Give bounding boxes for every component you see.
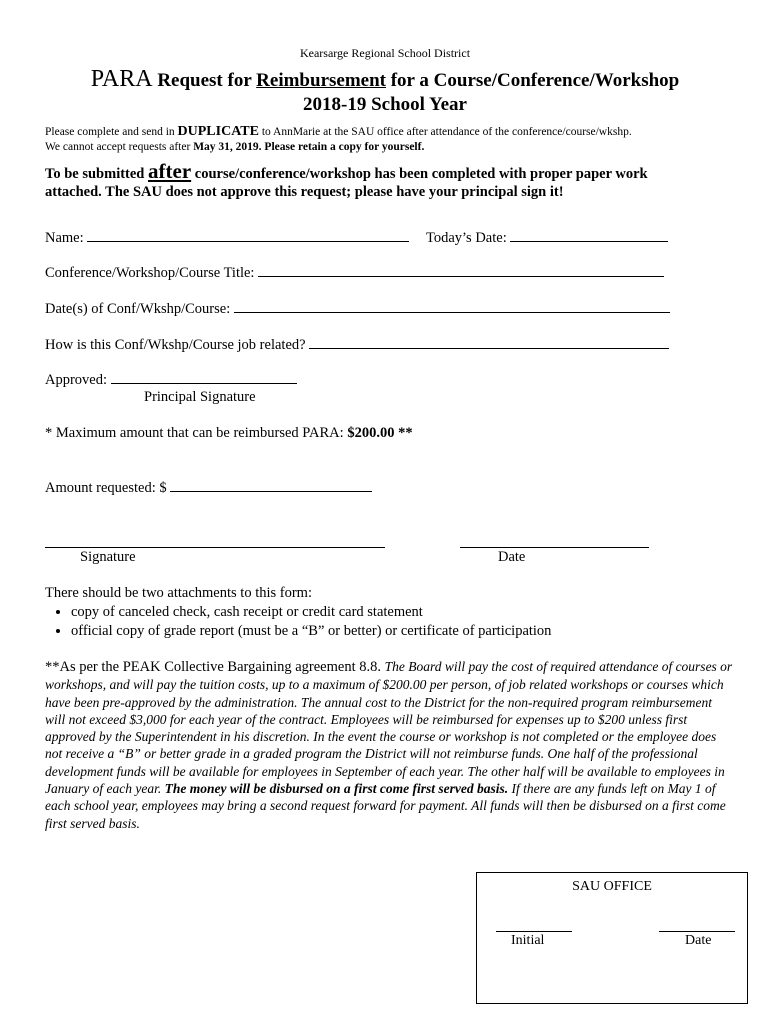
max-amount-note: [45, 425, 413, 442]
initial-line[interactable]: [496, 931, 572, 932]
submit-pre: To be submitted: [45, 166, 149, 182]
title-part2: for a Course/Conference/Workshop: [385, 70, 680, 91]
course-title-input-line[interactable]: [258, 264, 664, 277]
name-row: [45, 229, 409, 247]
todays-date-row: [426, 229, 668, 247]
sau-office-box: [476, 872, 748, 1004]
attachments-list: [45, 603, 735, 641]
title-para: PARA: [90, 66, 153, 92]
approved-label: Approved:: [45, 372, 108, 388]
title-underlined: Reimbursement: [256, 70, 386, 91]
course-dates-input-line[interactable]: [234, 300, 670, 313]
instruction-1-pre: Please complete and send in: [45, 126, 178, 138]
max-amount-pre: * Maximum amount that can be reimbursed PARA:: [45, 425, 348, 441]
amount-requested-label: Amount requested: $: [45, 480, 167, 496]
attachment-item: • copy of canceled check, cash receipt or credit card statement: [71, 603, 735, 622]
office-date-label: Date: [685, 933, 712, 948]
sau-office-title: SAU OFFICE: [572, 879, 652, 894]
amount-requested-input-line[interactable]: [170, 479, 372, 492]
title-part1: Request for: [152, 70, 257, 91]
agreement-body-1: The Board will pay the cost of required attendance of courses or workshops, and will pay the tuition costs, up to a maximum of $200.00 per person, of job related workshops or courses which have been pre-approved by the administration. The annual cost to the District for the non-required program reimbursement will not exceed $3,000 for each year of the contract. Employees will be reimbursed for expenses up to $200 unless first approved by the Superintendent in his discretion. In the event the course or workshop is not completed or the employee does not receive a “B” or better grade in a graded program the District will not reimburse funds. One half of the professional development funds will be available for employees in September of each year. The other half will be available to employees in January of each year.: [45, 659, 733, 797]
initial-label: Initial: [511, 933, 545, 948]
todays-date-label: Today’s Date:: [426, 230, 507, 246]
form-title: [0, 66, 770, 93]
attachments-intro: There should be two attachments to this form:: [45, 585, 312, 601]
agreement-lead: **As per the PEAK Collective Bargaining agreement 8.8.: [45, 659, 385, 675]
course-title-label: Conference/Workshop/Course Title:: [45, 265, 255, 281]
submit-post: course/conference/workshop has been completed with proper paper work: [191, 166, 648, 182]
principal-signature-line[interactable]: [111, 371, 297, 384]
agreement-paragraph: [45, 658, 735, 832]
course-dates-row: [45, 300, 670, 318]
office-date-line[interactable]: [659, 931, 735, 932]
instruction-2-pre: We cannot accept requests after: [45, 141, 194, 153]
district-name: Kearsarge Regional School District: [299, 46, 471, 60]
submit-notice-line-1: [45, 159, 648, 184]
course-title-row: [45, 264, 664, 282]
approved-row: [45, 371, 297, 389]
signature-label: Signature: [80, 549, 136, 565]
job-related-row: [45, 336, 669, 354]
instruction-line-1: [45, 124, 632, 140]
submit-notice-line-2: attached. The SAU does not approve this request; please have your principal sign it!: [45, 184, 564, 200]
signature-date-line[interactable]: [460, 547, 649, 548]
submit-after: after: [148, 159, 192, 183]
school-year: 2018-19 School Year: [303, 94, 467, 115]
amount-requested-row: [45, 479, 372, 497]
instruction-1-bold: DUPLICATE: [177, 124, 259, 139]
attachments-section: [45, 584, 735, 641]
name-label: Name:: [45, 230, 84, 246]
instruction-line-2: [45, 141, 424, 153]
name-input-line[interactable]: [87, 229, 409, 242]
job-related-label: How is this Conf/Wkshp/Course job related?: [45, 337, 306, 353]
agreement-body-2: If there are any funds left on May 1 of each school year, employees may bring a second request forward for payment. All funds will then be disbursed on a first come first served basis.: [45, 781, 726, 831]
principal-signature-label: Principal Signature: [144, 389, 256, 405]
instruction-1-post: to AnnMarie at the SAU office after attendance of the conference/course/wkshp.: [258, 126, 632, 138]
signature-date-label: Date: [498, 549, 526, 565]
max-amount-bold: $200.00 **: [347, 425, 413, 441]
job-related-input-line[interactable]: [309, 336, 669, 349]
attachment-item: • official copy of grade report (must be a “B” or better) or certificate of participation: [71, 622, 735, 641]
agreement-bold: The money will be disbursed on a first come first served basis.: [164, 781, 509, 797]
course-dates-label: Date(s) of Conf/Wkshp/Course:: [45, 301, 231, 317]
signature-line[interactable]: [45, 547, 385, 548]
todays-date-input-line[interactable]: [510, 229, 668, 242]
instruction-2-bold: May 31, 2019. Please retain a copy for yourself.: [193, 141, 425, 153]
